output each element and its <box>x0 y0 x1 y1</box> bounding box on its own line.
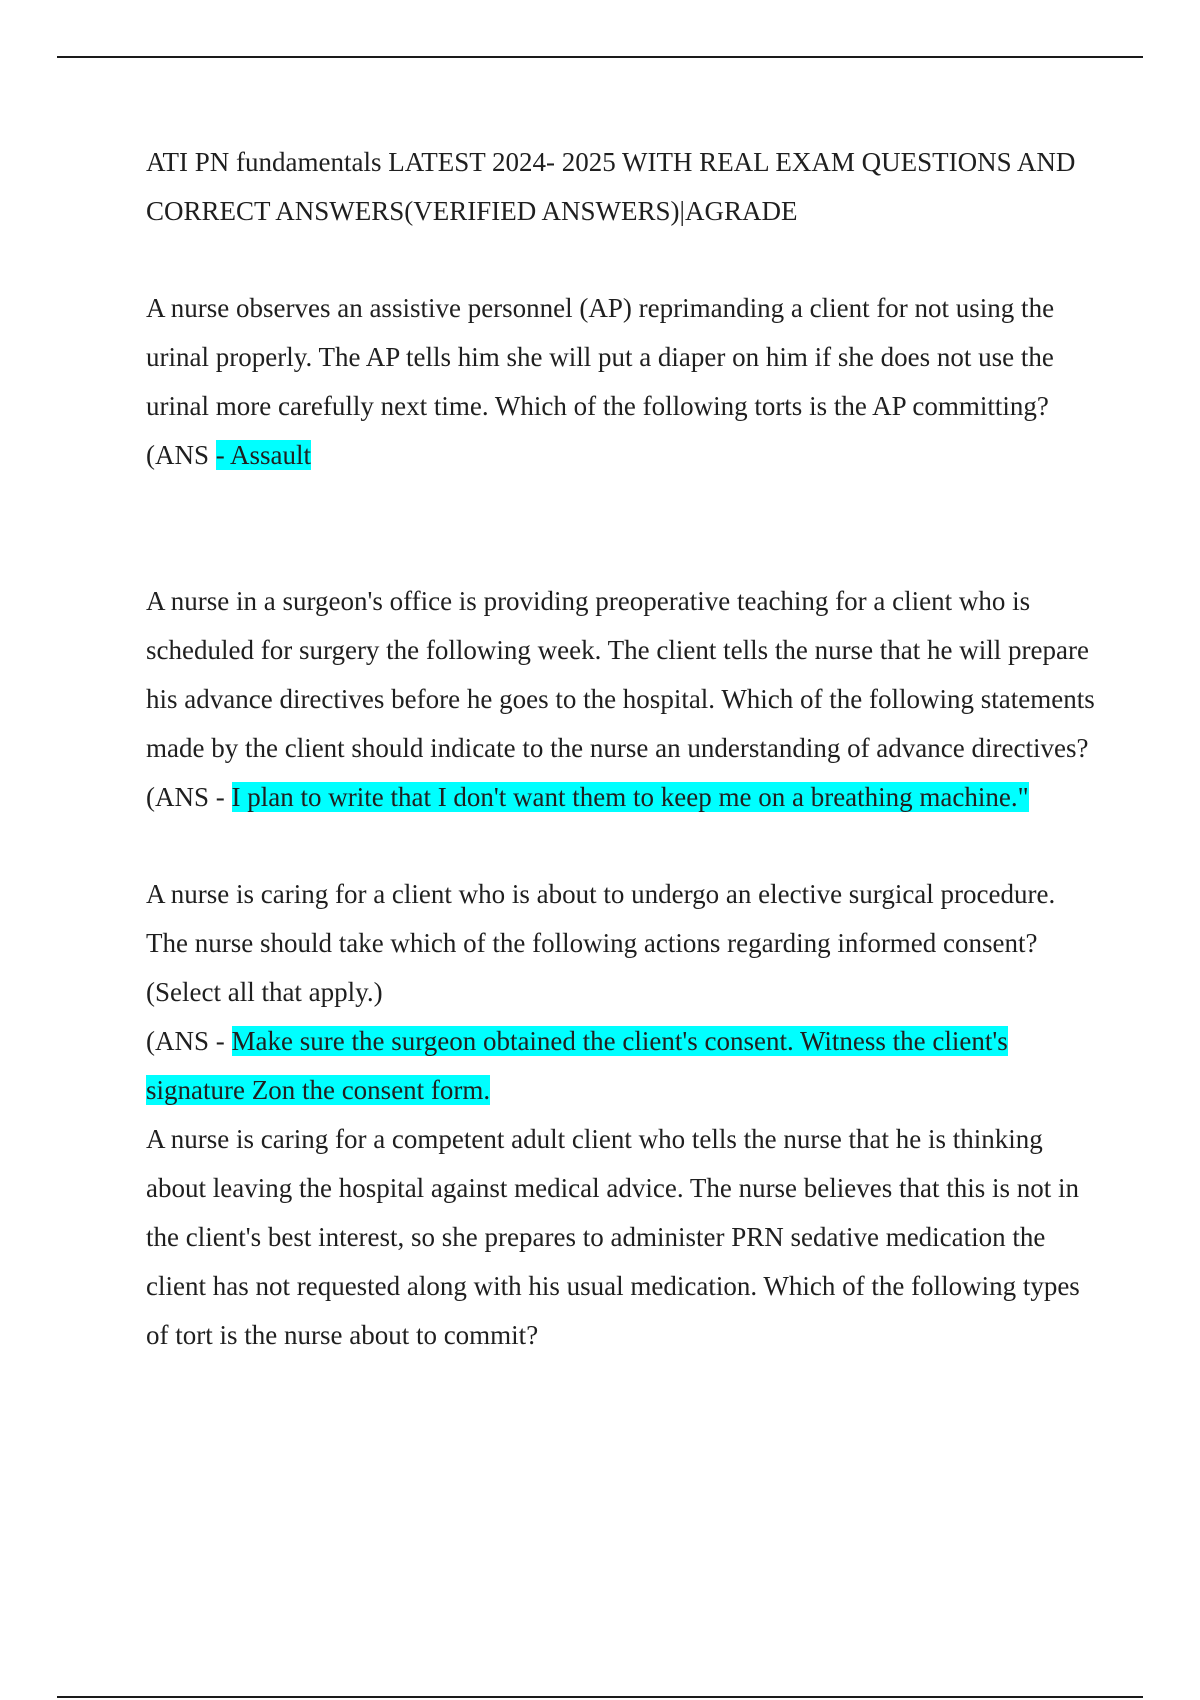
question-text: A nurse is caring for a competent adult client who tells the nurse that he is thinking about leaving the hospital against medical advice. The nurse believes that this is not in the client's best interest, so she prepares to administer PRN sedative medication the client has not requested along with his usual medication. Which of the following types of tort is the nurse about to commit? <box>146 1124 1080 1350</box>
question-block-1 <box>146 284 1096 480</box>
document-title: ATI PN fundamentals LATEST 2024- 2025 WITH REAL EXAM QUESTIONS AND CORRECT ANSWERS(VERIFIED ANSWERS)|AGRADE <box>146 147 1076 226</box>
answer-prefix: (ANS - <box>146 782 232 812</box>
answer-prefix: (ANS <box>146 440 216 470</box>
answer-prefix: (ANS - <box>146 1026 232 1056</box>
spacer <box>146 822 1096 870</box>
question-block-2 <box>146 577 1096 822</box>
answer-highlight: - Assault <box>215 440 312 470</box>
answer-highlight: I plan to write that I don't want them to keep me on a breathing machine." <box>231 782 1029 812</box>
header-rule <box>57 56 1143 58</box>
spacer <box>146 480 1096 577</box>
question-text: A nurse observes an assistive personnel (AP) reprimanding a client for not using the urinal properly. The AP tells him she will put a diaper on him if she does not use the urinal more carefully next time. Which of the following torts is the AP committing? <box>146 293 1055 421</box>
document-page <box>146 138 1096 1360</box>
question-text: A nurse is caring for a client who is about to undergo an elective surgical procedure. The nurse should take which of the following actions regarding informed consent? (Select all that apply.) <box>146 879 1056 1007</box>
footer-rule <box>57 1696 1143 1698</box>
answer-line <box>146 431 1096 480</box>
question-text: A nurse in a surgeon's office is providing preoperative teaching for a client who is scheduled for surgery the following week. The client tells the nurse that he will prepare his advance directives before he goes to the hospital. Which of the following statements made by the client should indicate to the nurse an understanding of advance directives? <box>146 586 1095 763</box>
answer-highlight: Make sure the surgeon obtained the client's consent. Witness the client's signature Zon the consent form. <box>146 1026 1008 1105</box>
question-block-3 <box>146 870 1096 1115</box>
question-block-4 <box>146 1115 1096 1360</box>
answer-line <box>146 773 1096 822</box>
answer-line <box>146 1017 1096 1115</box>
